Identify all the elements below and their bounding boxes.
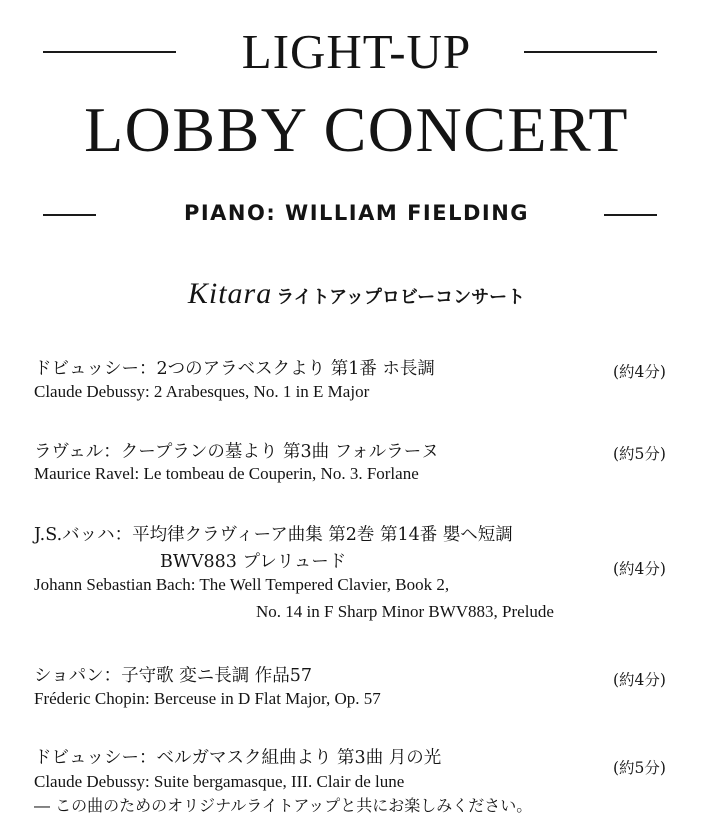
title-line-1: LIGHT-UP (241, 24, 472, 79)
program-item-4-jp: ショパン：子守歌 変ニ長調 作品57 (34, 666, 313, 686)
program-item-3-en-line2: No. 14 in F Sharp Minor BWV883, Prelude (256, 602, 554, 621)
program-item-5-jp: ドビュッシー：ベルガマスク組曲より 第3曲 月の光 (34, 748, 442, 768)
subtitle-brand: Kitara (187, 277, 273, 310)
program-item-5-duration: (約5分) (613, 759, 666, 777)
title-rule-right (524, 51, 657, 53)
program-item-3-jp: J.S.バッハ：平均律クラヴィーア曲集 第2巻 第14番 嬰ヘ短調 (34, 525, 513, 545)
subtitle-text: ライトアップロビーコンサート (276, 287, 526, 308)
program-item-5-note: ― この曲のためのオリジナルライトアップと共にお楽しみください。 (34, 796, 533, 815)
program-item-1-jp: ドビュッシー：2つのアラベスクより 第1番 ホ長調 (34, 359, 435, 379)
performer-rule-right (604, 214, 657, 216)
program-item-1-duration: (約4分) (613, 363, 666, 381)
performer-line: PIANO: WILLIAM FIELDING (183, 201, 530, 225)
program-item-2-en: Maurice Ravel: Le tombeau de Couperin, No. 3. Forlane (34, 464, 419, 483)
title-line-2: LOBBY CONCERT (84, 94, 629, 165)
program-item-4-en: Fréderic Chopin: Berceuse in D Flat Major, Op. 57 (34, 689, 381, 708)
program-item-2-jp: ラヴェル：クープランの墓より 第3曲 フォルラーヌ (34, 442, 439, 462)
program-item-3-jp-line2: BWV883 プレリュード (160, 552, 347, 572)
program-item-3-en: Johann Sebastian Bach: The Well Tempered Clavier, Book 2, (34, 575, 450, 594)
program-item-1-en: Claude Debussy: 2 Arabesques, No. 1 in E Major (34, 382, 370, 401)
japanese-subtitle (0, 272, 713, 320)
program-item-4-duration: (約4分) (613, 671, 666, 689)
program-item-3-duration: (約4分) (613, 560, 666, 578)
program-item-2-duration: (約5分) (613, 445, 666, 463)
program-item-5-en: Claude Debussy: Suite bergamasque, III. Clair de lune (34, 772, 405, 791)
